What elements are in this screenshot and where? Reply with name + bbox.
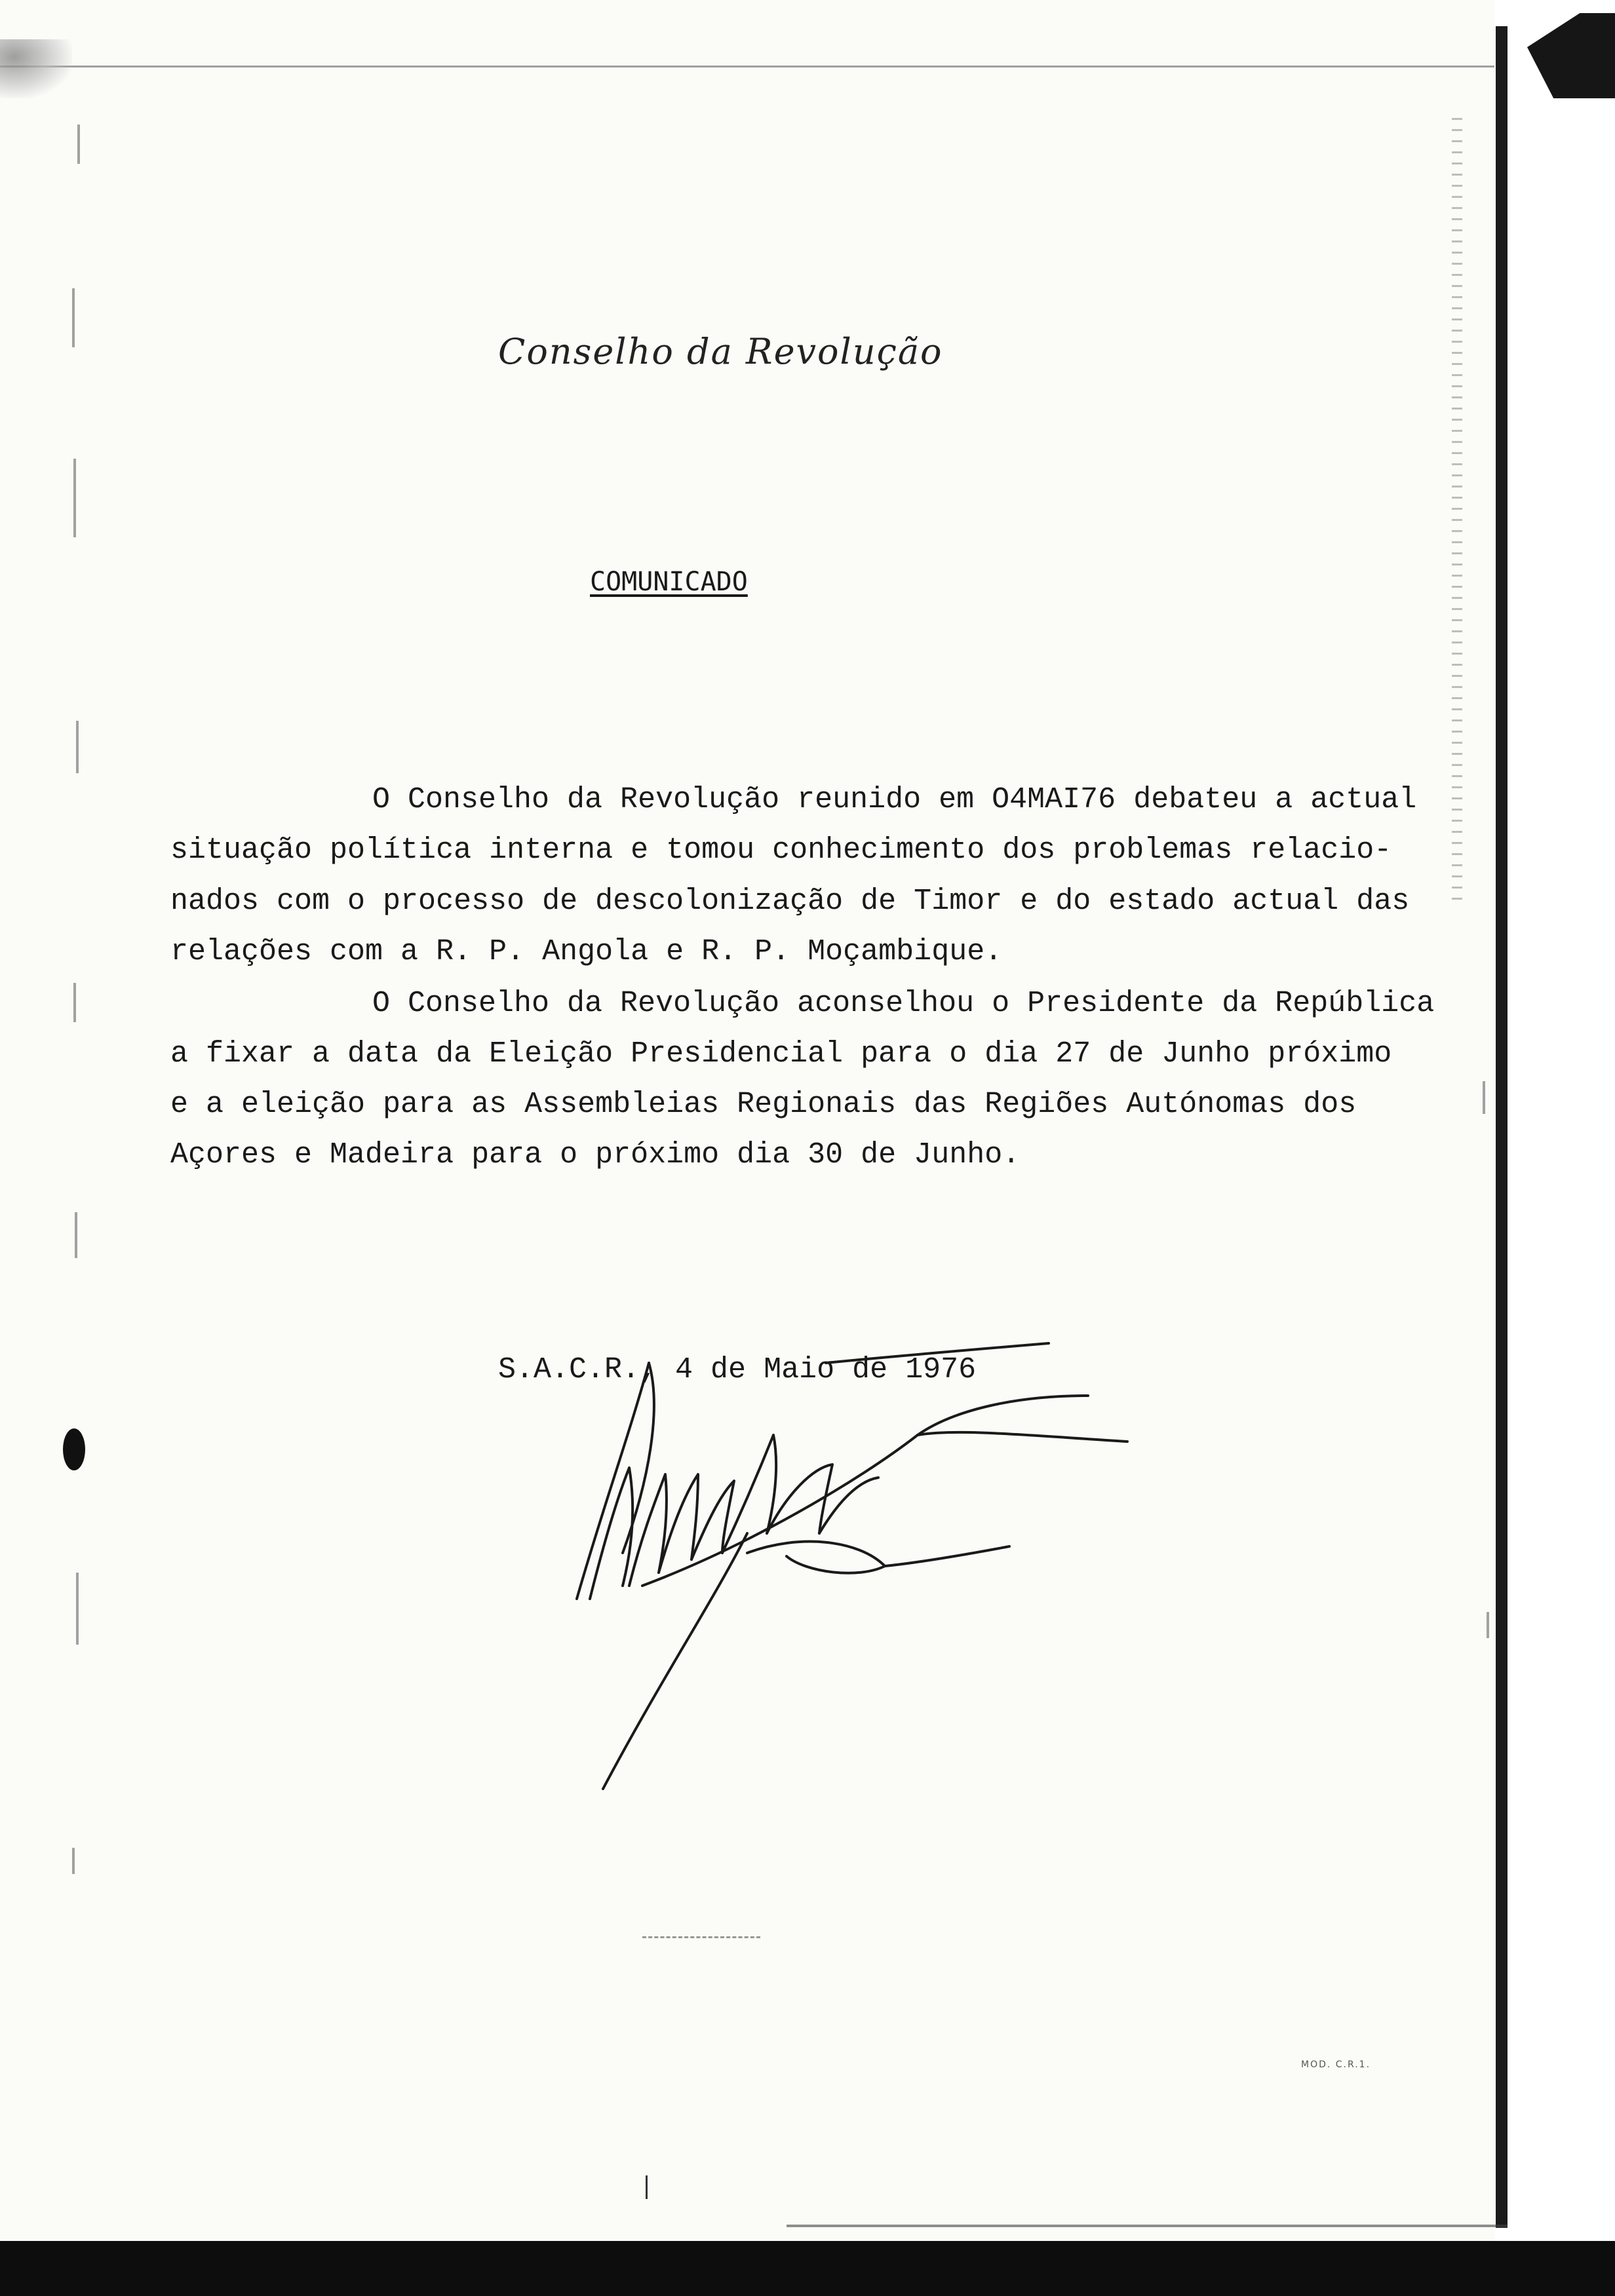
- paragraph-2-line-1: O Conselho da Revolução aconselhou o Presidente da República: [372, 987, 1435, 1020]
- paragraph-2-line-4: Açores e Madeira para o próximo dia 30 de Junho.: [170, 1138, 1021, 1172]
- scan-speck: [1483, 1081, 1485, 1114]
- scan-speck: [77, 124, 80, 164]
- scan-speck: [76, 721, 79, 773]
- scan-right-specks: [1452, 118, 1462, 904]
- scan-speck: [72, 1848, 75, 1874]
- handwritten-signature: [551, 1337, 1140, 1795]
- form-code: MOD. C.R.1.: [1301, 2059, 1371, 2070]
- paragraph-2-line-2: a fixar a data da Eleição Presidencial para o dia 27 de Junho próximo: [170, 1037, 1392, 1071]
- paragraph-1-line-4: relações com a R. P. Angola e R. P. Moçambique.: [170, 935, 1003, 968]
- scan-right-border: [1496, 26, 1508, 2228]
- scan-hole-punch: [63, 1428, 85, 1470]
- scan-top-left-corner: [0, 39, 72, 98]
- scan-speck: [72, 288, 75, 347]
- document-heading: COMUNICADO: [590, 567, 748, 597]
- paragraph-1-line-2: situação política interna e tomou conhecimento dos problemas relacio-: [170, 833, 1392, 867]
- scan-right-margin: [1494, 0, 1615, 2296]
- scan-speck: [73, 983, 76, 1022]
- letterhead: Conselho da Revolução: [498, 331, 943, 372]
- scan-bottom-band: [0, 2241, 1615, 2296]
- scan-speck: [1487, 1612, 1489, 1638]
- scan-bottom-line: [787, 2225, 1508, 2227]
- paragraph-1-line-1: O Conselho da Revolução reunido em O4MAI76 debateu a actual: [372, 783, 1417, 816]
- scan-speck: [75, 1212, 77, 1258]
- scan-dash-mark: [642, 1936, 760, 1941]
- scan-bottom-mark: [646, 2175, 648, 2199]
- scan-speck: [76, 1573, 79, 1645]
- paragraph-1-line-3: nados com o processo de descolonização de Timor e do estado actual das: [170, 885, 1410, 918]
- place-date: S.A.C.R., 4 de Maio de 1976: [498, 1353, 977, 1387]
- paragraph-2-line-3: e a eleição para as Assembleias Regionais das Regiões Autónomas dos: [170, 1088, 1357, 1121]
- scan-speck: [73, 459, 76, 537]
- scan-top-edge: [0, 39, 1508, 67]
